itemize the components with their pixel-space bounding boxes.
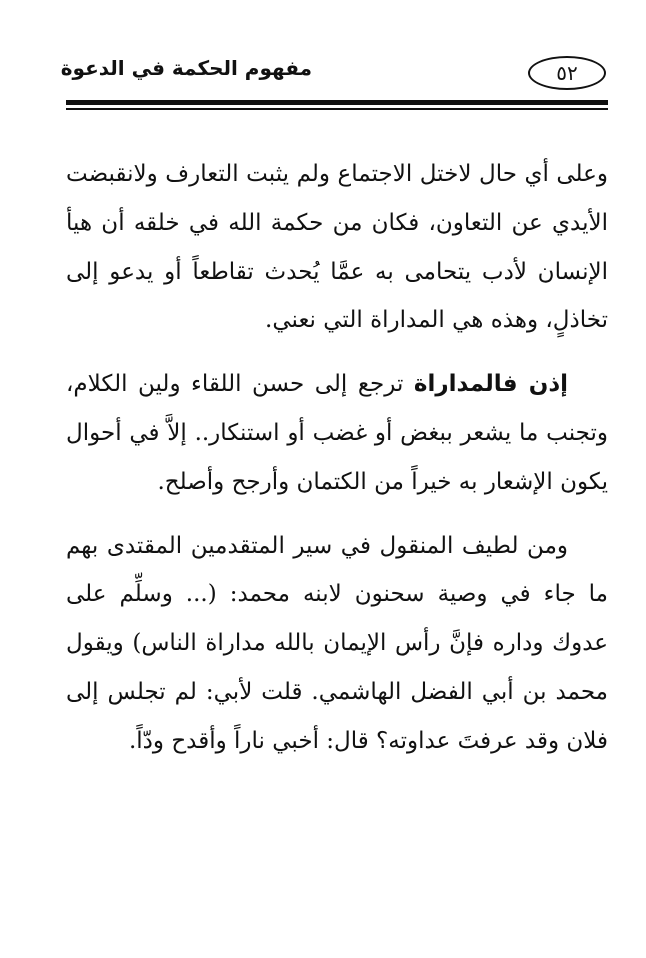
page-header [60, 52, 606, 94]
header-rule-thin [66, 108, 608, 110]
header-rule-thick [66, 100, 608, 105]
paragraph [66, 360, 608, 506]
paragraph [66, 150, 608, 345]
paragraph-text: وعلى أي حال لاختل الاجتماع ولم يثبت التعارف ولانقبضت الأيدي عن التعاون، فكان من حكمة الله في خلقه أن هيأ الإنسان لأدب يتحامى به عمَّا يُحدث تقاطعاً أو يدعو إلى تخاذلٍ، وهذه هي المداراة التي نعني. [66, 161, 608, 334]
paragraph-text: ترجع إلى حسن اللقاء ولين الكلام، وتجنب ما يشعر ببغض أو غضب أو استنكار.. إلاَّ في أحوال يكون الإشعار به خيراً من الكتمان وأرجح وأصلح. [66, 371, 608, 495]
page-number: ٥٢ [528, 56, 606, 90]
paragraph-text: ومن لطيف المنقول في سير المتقدمين المقتدى بهم ما جاء في وصية سحنون لابنه محمد: (... وسلِّم على عدوك وداره فإنَّ رأس الإيمان بالله مداراة الناس) ويقول محمد بن أبي الفضل الهاشمي. قلت لأبي: لم تجلس إلى فلان وقد عرفتَ عداوته؟ قال: أخبي ناراً وأقدح ودّاً. [66, 532, 608, 754]
paragraph [66, 522, 608, 766]
paragraph-lead: إذن فالمداراة [413, 371, 569, 398]
running-title: مفهوم الحكمة في الدعوة [60, 56, 312, 80]
body-text [66, 150, 608, 766]
